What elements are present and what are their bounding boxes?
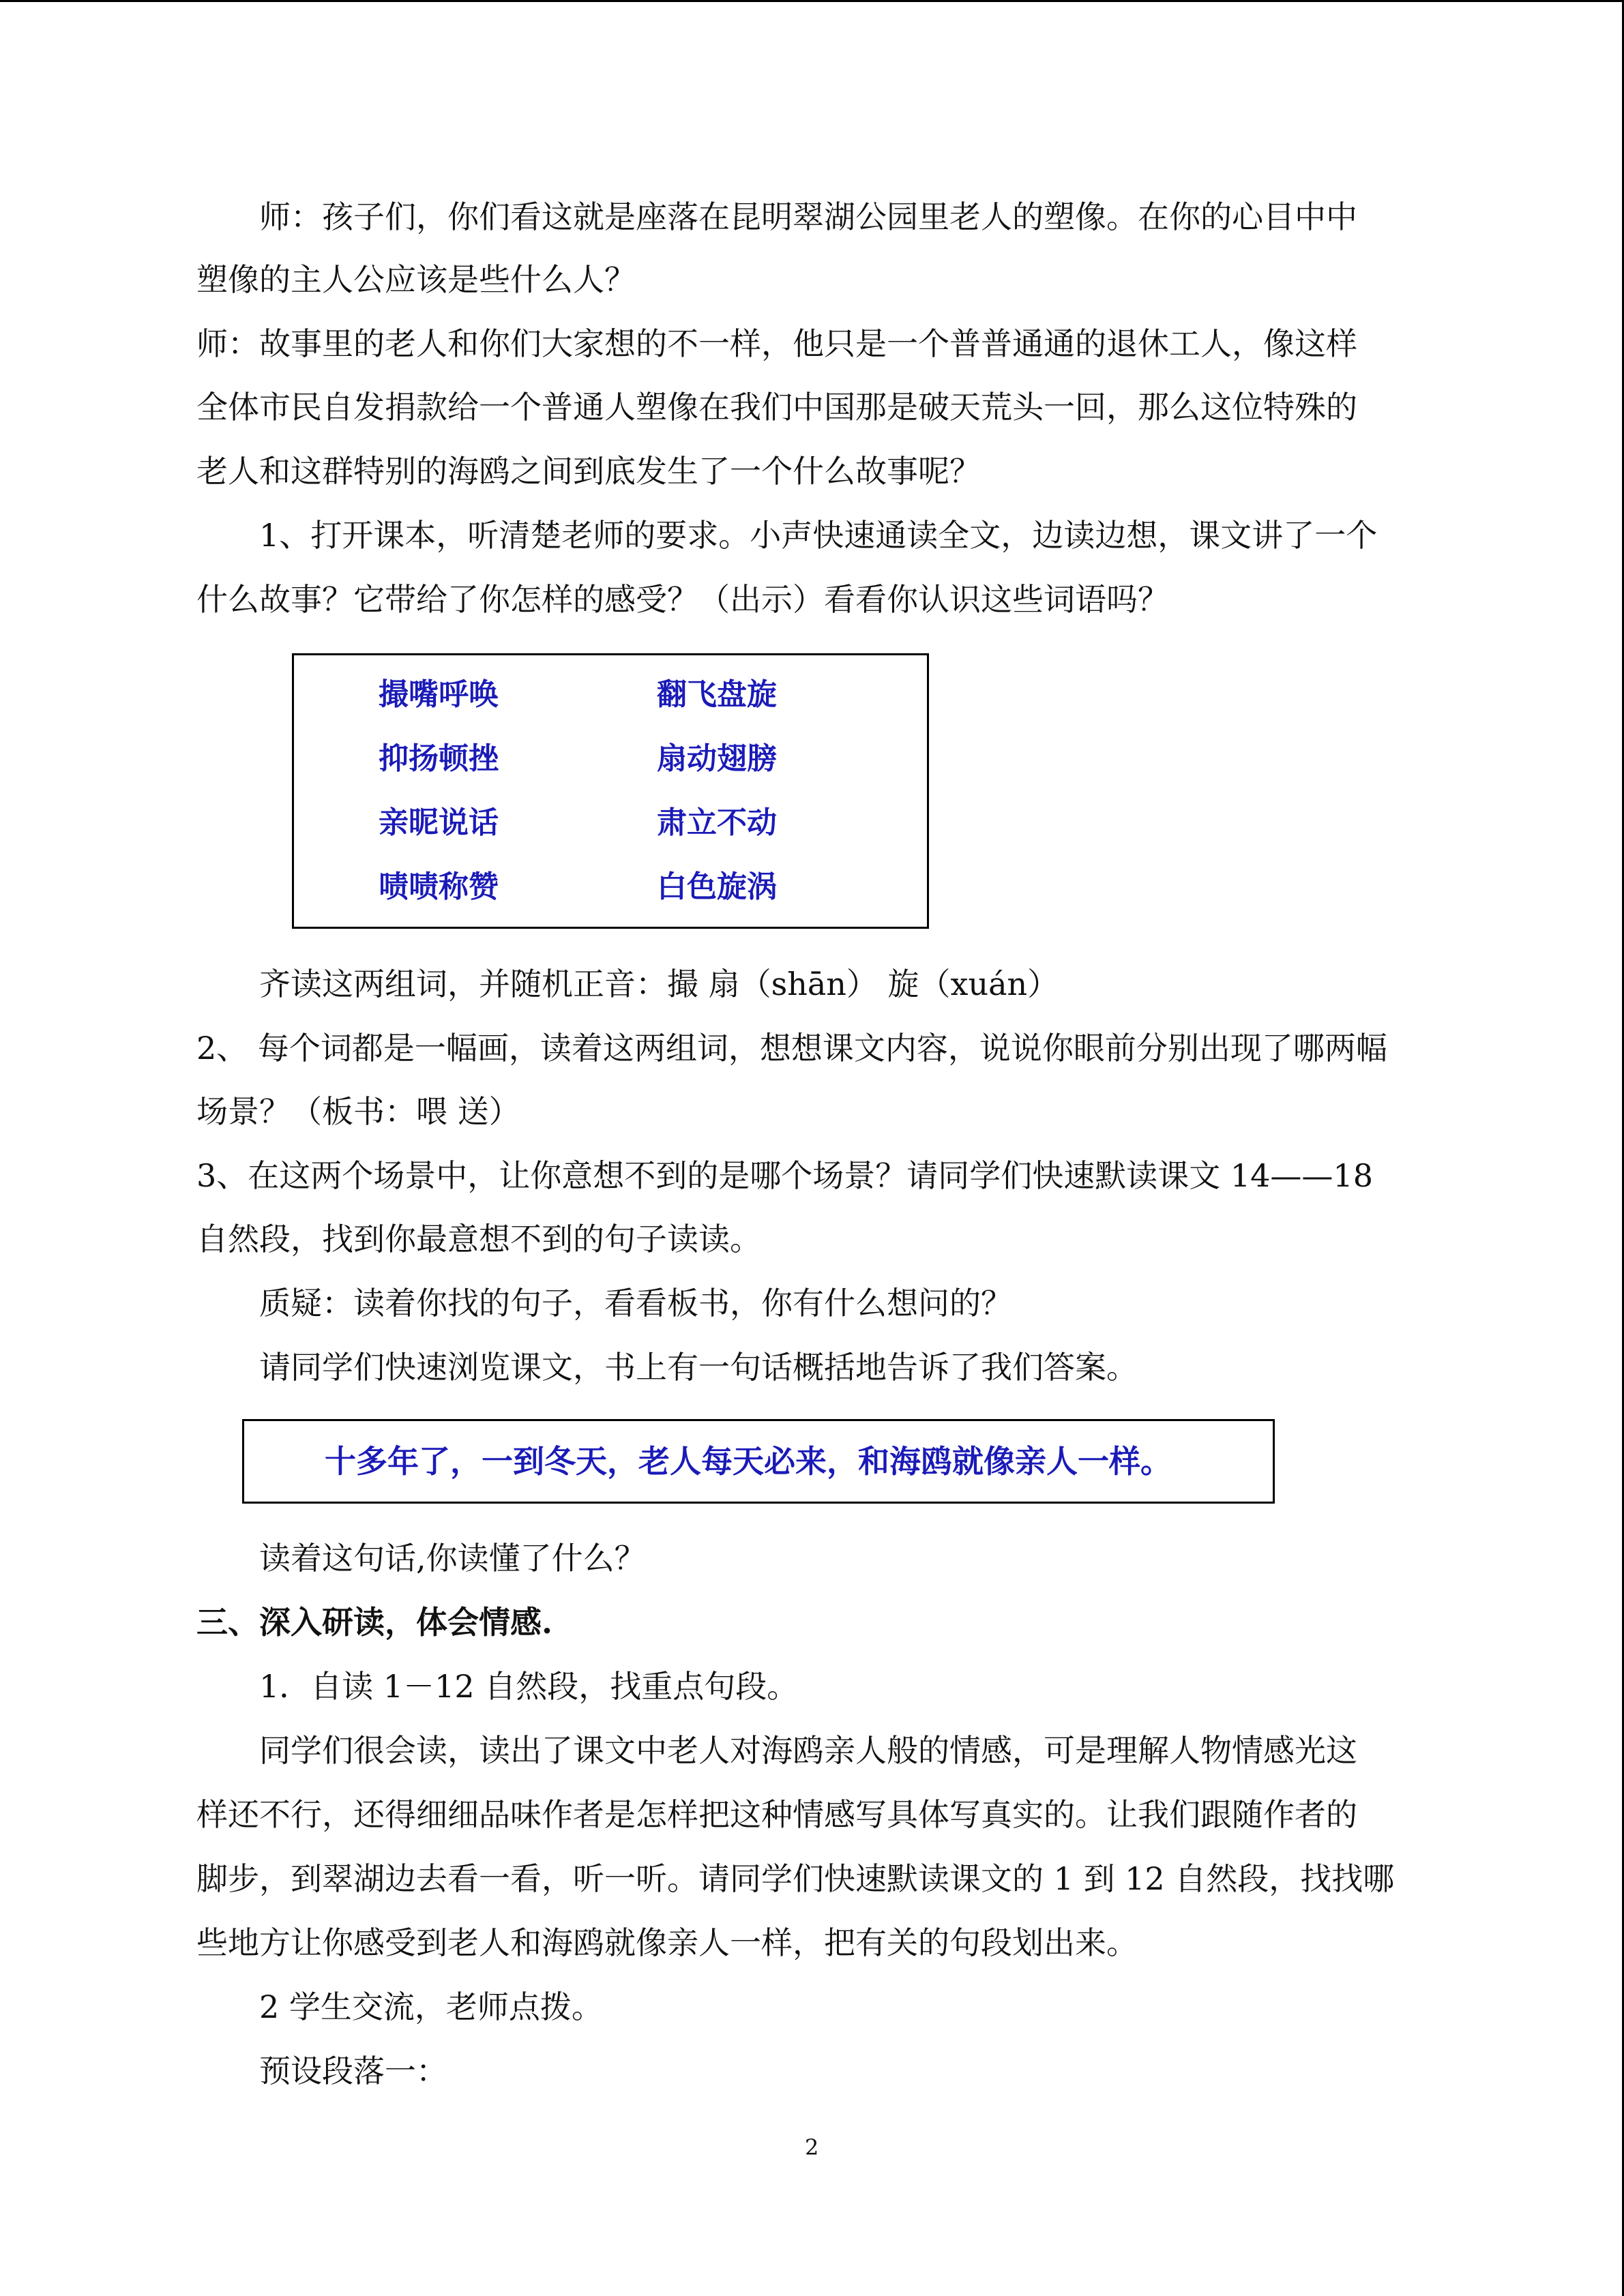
vocab-box [292,653,929,929]
paragraph-line: 3、在这两个场景中，让你意想不到的是哪个场景？请同学们快速默读课文 14——18 [196,1157,1373,1194]
vocab-word: 白色旋涡 [657,869,777,904]
paragraph-line: 脚步，到翠湖边去看一看，听一听。请同学们快速默读课文的 1 到 12 自然段，找找哪 [196,1860,1395,1897]
paragraph-line: 塑像的主人公应该是些什么人？ [196,261,636,298]
paragraph-line: 什么故事？它带给了你怎样的感受？（出示）看看你认识这些词语吗？ [196,581,1169,618]
vocab-word: 啧啧称赞 [379,869,499,904]
paragraph-line: 同学们很会读，读出了课文中老人对海鸥亲人般的情感，可是理解人物情感光这 [259,1732,1357,1769]
key-sentence-box [242,1419,1275,1504]
top-border [0,0,1624,2]
paragraph-line: 1、打开课本，听清楚老师的要求。小声快速通读全文，边读边想，课文讲了一个 [259,517,1378,554]
paragraph-line: 师：孩子们，你们看这就是座落在昆明翠湖公园里老人的塑像。在你的心目中中 [259,198,1357,235]
vocab-word: 亲昵说话 [379,805,499,840]
paragraph-line: 场景？（板书：喂 送） [196,1093,520,1130]
paragraph-line: 质疑：读着你找的句子，看看板书，你有什么想问的？ [259,1285,1012,1322]
vocab-word: 肃立不动 [657,805,777,840]
paragraph-line: 预设段落一： [259,2053,447,2089]
page-number: 2 [805,2134,819,2160]
vocab-word: 扇动翅膀 [657,741,777,776]
section-heading: 三、深入研读，体会情感. [196,1604,553,1641]
paragraph-line: 2 学生交流，老师点拨。 [259,1988,603,2025]
paragraph-line: 自然段，找到你最意想不到的句子读读。 [196,1221,761,1257]
vocab-word: 翻飞盘旋 [657,677,777,712]
paragraph-line: 样还不行，还得细细品味作者是怎样把这种情感写具体写真实的。让我们跟随作者的 [196,1796,1357,1833]
paragraph-line: 师：故事里的老人和你们大家想的不一样，他只是一个普普通通的退休工人，像这样 [196,325,1357,362]
paragraph-line: 读着这句话,你读懂了什么？ [259,1540,646,1577]
paragraph-line: 全体市民自发捐款给一个普通人塑像在我们中国那是破天荒头一回，那么这位特殊的 [196,389,1357,426]
paragraph-line: 齐读这两组词，并随机正音：撮 扇（shān） 旋（xuán） [259,966,1059,1002]
vocab-word: 撮嘴呼唤 [379,677,499,712]
paragraph-line: 老人和这群特别的海鸥之间到底发生了一个什么故事呢？ [196,453,981,490]
paragraph-line: 请同学们快速浏览课文，书上有一句话概括地告诉了我们答案。 [259,1349,1138,1386]
key-sentence: 十多年了，一到冬天，老人每天必来，和海鸥就像亲人一样。 [325,1443,1172,1480]
vocab-word: 抑扬顿挫 [379,741,499,776]
paragraph-line: 1．自读 1－12 自然段，找重点句段。 [259,1668,799,1705]
paragraph-line: 些地方让你感受到老人和海鸥就像亲人一样，把有关的句段划出来。 [196,1924,1138,1961]
paragraph-line: 2、 每个词都是一幅画，读着这两组词，想想课文内容，说说你眼前分别出现了哪两幅 [196,1030,1387,1067]
